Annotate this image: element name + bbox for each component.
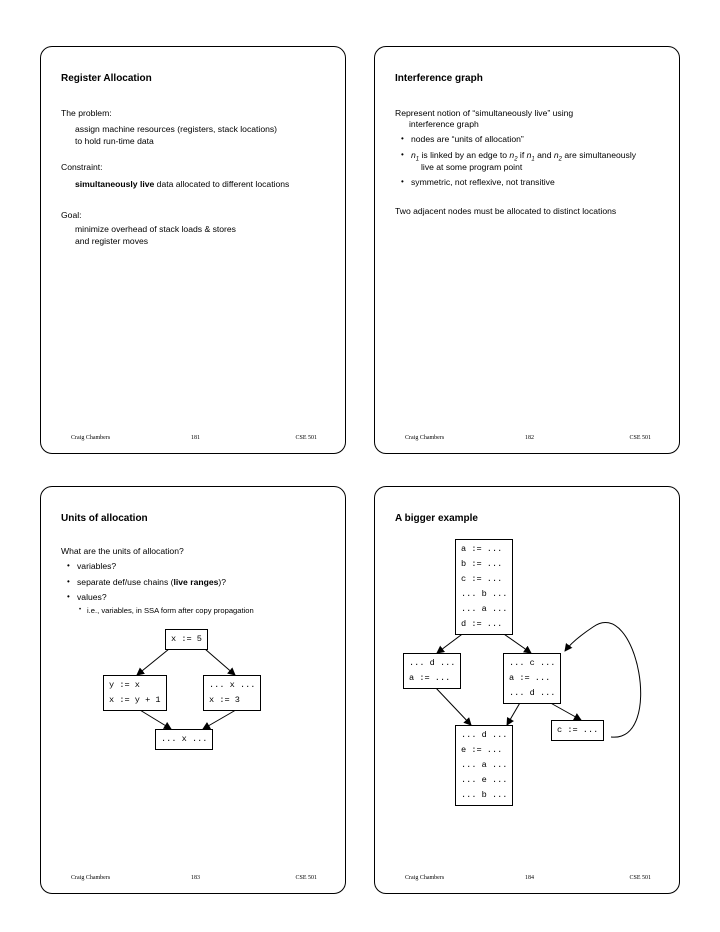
- bullet-3: symmetric, not reflexive, not transitive: [411, 177, 555, 187]
- cfg-block-bottom: [155, 729, 213, 750]
- cfg-block-top: [165, 629, 208, 650]
- cfg-edge: [435, 687, 471, 725]
- slide-title: Interference graph: [395, 73, 483, 84]
- sub-bullet: i.e., variables, in SSA form after copy propagation: [87, 606, 254, 615]
- code-line: ... d ...: [409, 658, 456, 668]
- footer-page: 182: [525, 435, 534, 441]
- intro-line-2: interference graph: [409, 119, 479, 129]
- text: is linked by an edge to: [419, 150, 510, 160]
- code-line: x := 3: [209, 695, 240, 705]
- code-line: c := ...: [461, 574, 503, 584]
- text: separate def/use chains (: [77, 577, 174, 587]
- goal-text-1: minimize overhead of stack loads & stores: [75, 224, 236, 234]
- question: What are the units of allocation?: [61, 546, 184, 556]
- bullet-dot: •: [67, 561, 70, 570]
- text: are simultaneously: [562, 150, 637, 160]
- footer-page: 184: [525, 875, 534, 881]
- cfg-edge: [137, 649, 169, 675]
- code-line: b := ...: [461, 559, 503, 569]
- sub: 2: [558, 156, 562, 163]
- code-line: ... x ...: [209, 680, 256, 690]
- footer-course: CSE 501: [295, 435, 317, 441]
- cfg-block-right: [503, 653, 561, 704]
- cfg-block-top: [455, 539, 513, 635]
- bullet-2-line-2: live at some program point: [421, 162, 523, 172]
- text: and: [534, 150, 554, 160]
- goal-label: Goal:: [61, 210, 82, 220]
- problem-text-2: to hold run-time data: [75, 136, 154, 146]
- slide-184: [374, 486, 680, 894]
- slide-title: Units of allocation: [61, 513, 148, 524]
- code-line: ... d ...: [509, 688, 556, 698]
- constraint-rest: data allocated to different locations: [154, 179, 290, 189]
- slide-183: [40, 486, 346, 894]
- bullet-dot: •: [401, 150, 404, 159]
- constraint-label: Constraint:: [61, 162, 103, 172]
- code-line: e := ...: [461, 745, 503, 755]
- code-line: y := x: [109, 680, 140, 690]
- text: if: [517, 150, 527, 160]
- code-line: a := ...: [409, 673, 451, 683]
- code-line: a := ...: [509, 673, 551, 683]
- code-line: a := ...: [461, 544, 503, 554]
- bullet-3: values?: [77, 592, 107, 602]
- code-line: x := y + 1: [109, 695, 161, 705]
- text: )?: [218, 577, 227, 587]
- slide-title: Register Allocation: [61, 73, 152, 84]
- bullet-dot: •: [67, 577, 70, 586]
- footer-course: CSE 501: [295, 875, 317, 881]
- code-line: ... b ...: [461, 790, 508, 800]
- footer-author: Craig Chambers: [405, 875, 445, 881]
- cfg-edges: [41, 487, 347, 895]
- cfg-block-bottom: [455, 725, 513, 806]
- code-line: ... e ...: [461, 775, 508, 785]
- slide-title: A bigger example: [395, 513, 478, 524]
- cfg-edge: [501, 632, 531, 653]
- conclusion: Two adjacent nodes must be allocated to distinct locations: [395, 206, 617, 216]
- code-line: x := 5: [171, 634, 202, 644]
- goal-text-2: and register moves: [75, 236, 149, 246]
- slide-182: [374, 46, 680, 454]
- bullet-1: variables?: [77, 561, 117, 571]
- bold-text: live ranges: [173, 577, 219, 587]
- sub: 1: [415, 156, 420, 163]
- var-n: n: [526, 150, 532, 160]
- code-line: ... x ...: [161, 734, 208, 744]
- cfg-edge: [205, 649, 235, 675]
- bullet-1: nodes are “units of allocation”: [411, 134, 524, 144]
- bullet-dot: •: [67, 592, 70, 601]
- code-line: ... a ...: [461, 604, 508, 614]
- footer-course: CSE 501: [629, 875, 651, 881]
- bullet-dot: •: [401, 177, 404, 186]
- cfg-block-left: [103, 675, 167, 711]
- footer-author: Craig Chambers: [71, 875, 111, 881]
- code-line: ... a ...: [461, 760, 508, 770]
- code-line: c := ...: [557, 725, 599, 735]
- footer-author: Craig Chambers: [71, 435, 111, 441]
- cfg-edge: [437, 632, 465, 653]
- code-line: d := ...: [461, 619, 503, 629]
- problem-label: The problem:: [61, 108, 112, 118]
- code-line: ... b ...: [461, 589, 508, 599]
- footer-course: CSE 501: [629, 435, 651, 441]
- sub: 2: [514, 156, 518, 163]
- var-n: n: [553, 150, 559, 160]
- intro-line-1: Represent notion of “simultaneously live” using: [395, 108, 574, 118]
- cfg-block-left: [403, 653, 461, 689]
- sub-bullet-dot: •: [79, 607, 82, 613]
- footer-page: 183: [191, 875, 200, 881]
- footer-page: 181: [191, 435, 200, 441]
- cfg-block-right: [203, 675, 261, 711]
- slide-181: [40, 46, 346, 454]
- cfg-edge: [507, 701, 521, 725]
- bullet-dot: •: [401, 134, 404, 143]
- var-n: n: [509, 150, 515, 160]
- constraint-bold: simultaneously live: [75, 179, 155, 189]
- code-line: ... c ...: [509, 658, 556, 668]
- constraint-text: [75, 178, 289, 190]
- code-line: ... d ...: [461, 730, 508, 740]
- problem-text-1: assign machine resources (registers, stack locations): [75, 124, 278, 134]
- footer-author: Craig Chambers: [405, 435, 445, 441]
- cfg-block-side: [551, 720, 604, 741]
- sub: 1: [531, 156, 535, 163]
- var-n: n: [411, 150, 416, 160]
